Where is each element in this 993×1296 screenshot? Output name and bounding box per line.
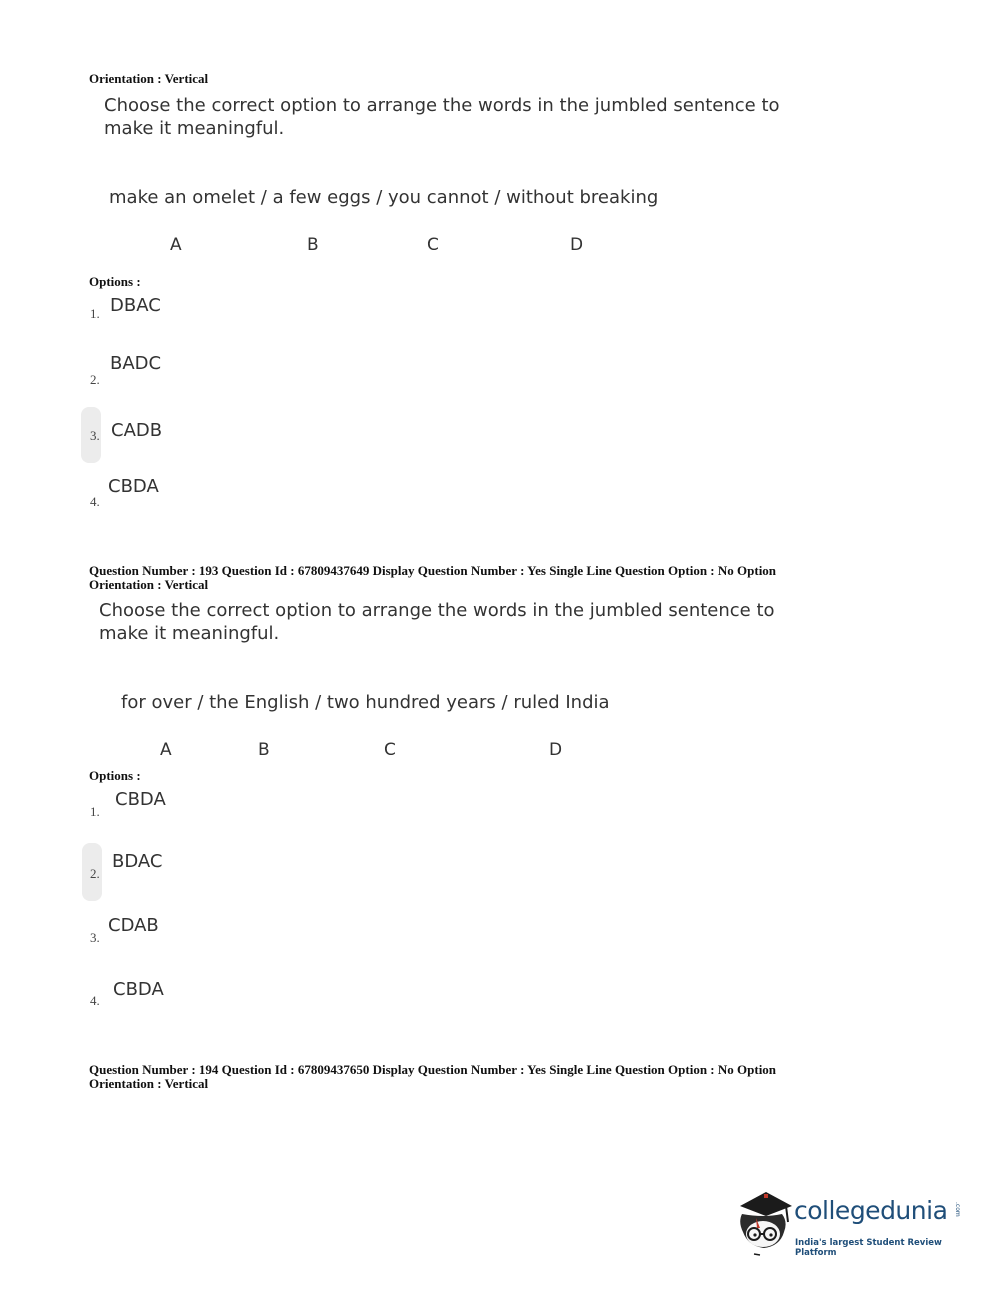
q192-options-label: Options : [89,274,141,289]
q193-header-line-1: Question Number : 193 Question Id : 67809437649 Display Question Number : Yes Single Line Question Option : No Option [89,563,777,578]
q193-question-text [99,599,775,645]
q192-jumbled-sentence: make an omelet / a few eggs / you cannot / without breaking [109,187,659,208]
q193-option-1-number: 1. [90,804,100,819]
q193-option-3[interactable]: CDAB [108,915,159,936]
q192-option-4-number: 4. [90,494,100,509]
q192-orientation: Orientation : Vertical [89,71,209,86]
logo-com-suffix: .com [954,1202,961,1217]
q192-question-line-1: Choose the correct option to arrange the words in the jumbled sentence to [104,95,780,116]
q193-option-1[interactable]: CBDA [115,789,166,810]
collegedunia-logo [734,1188,964,1258]
q194-header-line-1: Question Number : 194 Question Id : 67809437650 Display Question Number : Yes Single Line Question Option : No Option [89,1062,777,1077]
q192-option-3[interactable]: CADB [111,420,163,441]
q193-letter-c: C [384,740,396,760]
q193-header-line-2: Orientation : Vertical [89,577,209,592]
q193-letter-a: A [160,740,172,760]
q192-option-1[interactable]: DBAC [110,295,161,316]
q192-question-text [104,94,780,140]
q192-option-2[interactable]: BADC [110,353,162,374]
q193-option-4[interactable]: CBDA [113,979,164,1000]
logo-wordmark: collegedunia [794,1196,948,1225]
q193-option-2-number: 2. [90,866,100,881]
q192-question-line-2: make it meaningful. [104,118,285,139]
q193-option-3-number: 3. [90,930,100,945]
q192-letter-d: D [570,235,584,255]
q193-jumbled-sentence: for over / the English / two hundred years / ruled India [121,692,610,713]
q193-option-2[interactable]: BDAC [112,851,163,872]
q193-question-line-1: Choose the correct option to arrange the words in the jumbled sentence to [99,600,775,621]
q192-option-4[interactable]: CBDA [108,476,159,497]
q192-option-1-number: 1. [90,306,100,321]
q194-header-line-2: Orientation : Vertical [89,1076,209,1091]
q192-letter-a: A [170,235,182,255]
q193-letter-b: B [258,740,270,760]
q192-option-2-number: 2. [90,372,100,387]
q193-letter-d: D [549,740,563,760]
q193-options-label: Options : [89,768,141,783]
mascot-graduate-icon [734,1188,794,1258]
q193-option-4-number: 4. [90,993,100,1008]
q192-letter-c: C [427,235,439,255]
q192-option-3-number: 3. [90,428,100,443]
q193-question-line-2: make it meaningful. [99,623,280,644]
q192-letter-b: B [307,235,319,255]
logo-tagline: India's largest Student Review Platform [795,1238,942,1258]
